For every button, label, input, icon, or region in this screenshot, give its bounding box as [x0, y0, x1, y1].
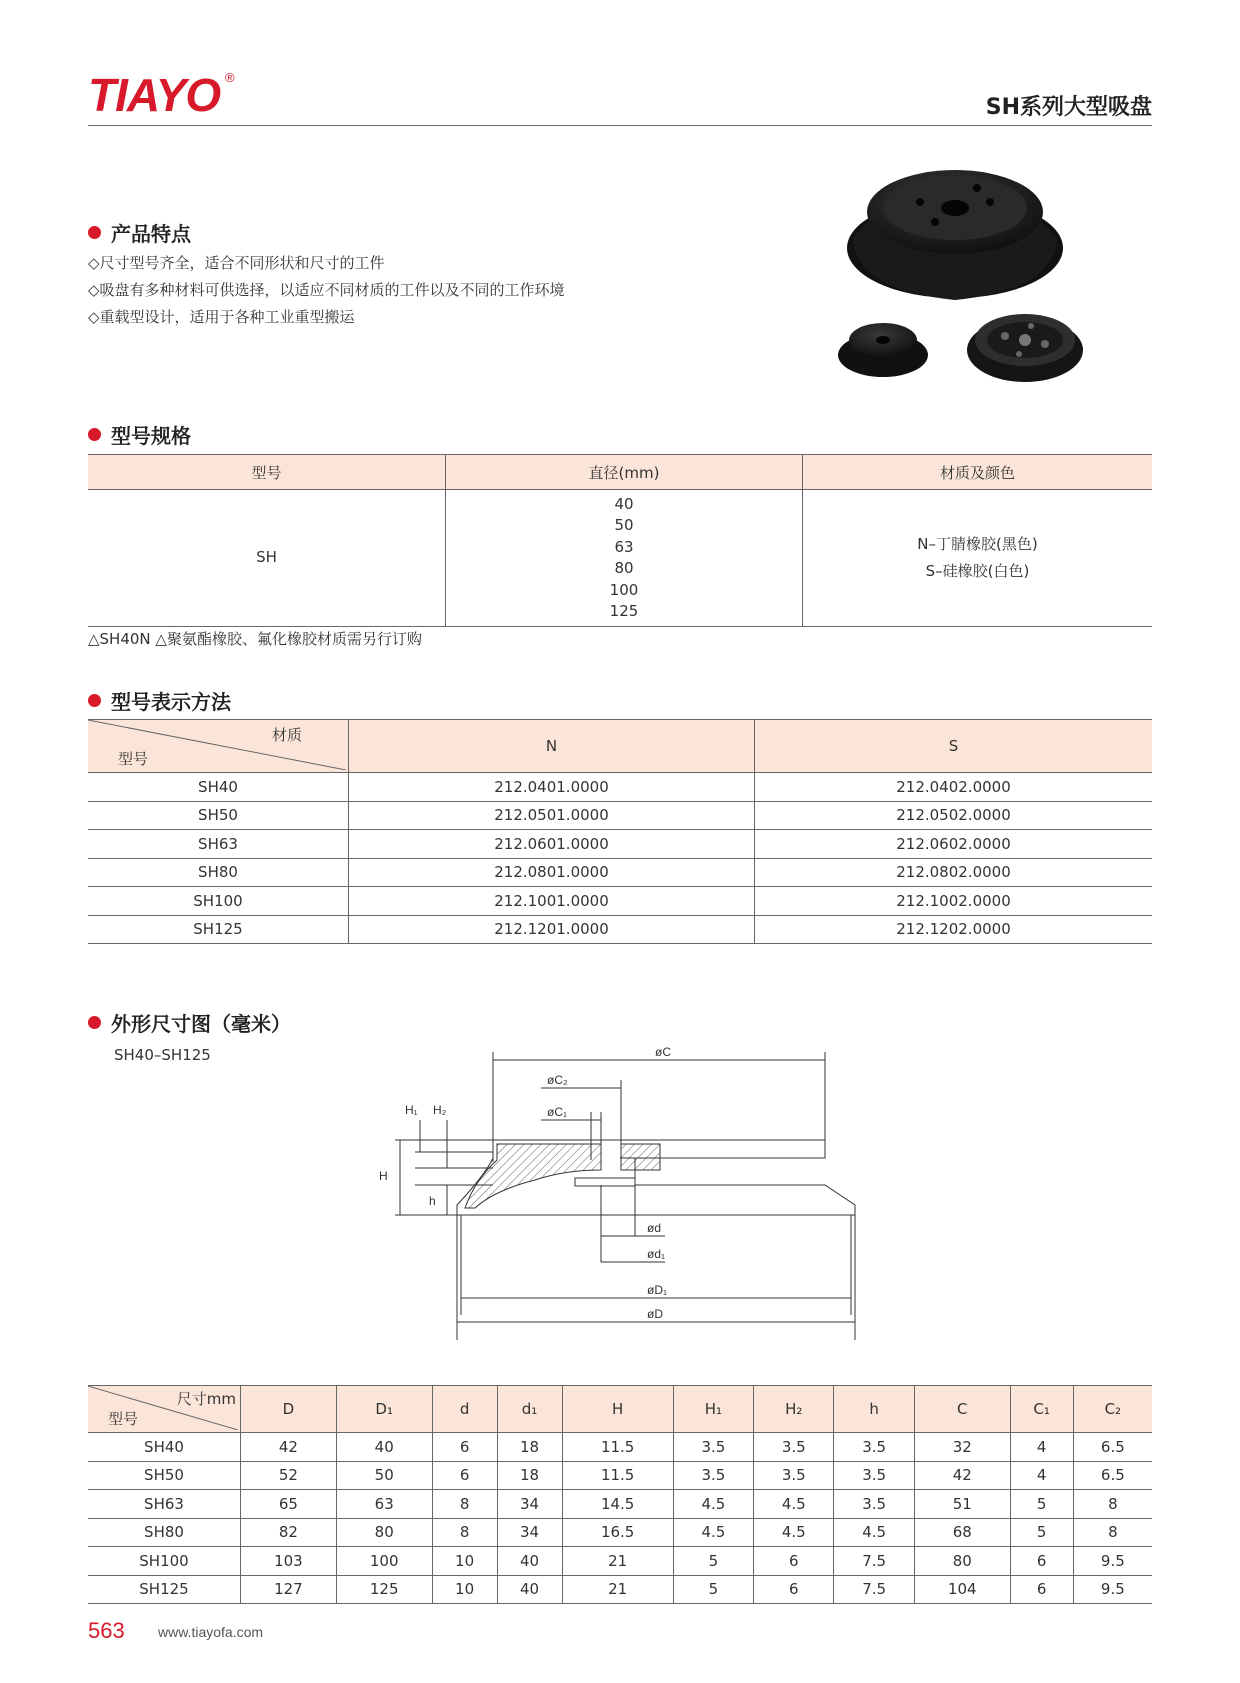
- code-cell: 212.0402.0000: [755, 773, 1153, 802]
- model-cell: SH63: [88, 830, 349, 859]
- dimension-cell: 3.5: [754, 1433, 834, 1462]
- spec-diameters: [446, 490, 803, 627]
- dimension-cell: 9.5: [1073, 1547, 1152, 1576]
- dimension-cell: 3.5: [673, 1461, 753, 1490]
- dimension-cell: 3.5: [834, 1490, 914, 1519]
- spec-title: 型号规格: [111, 424, 191, 448]
- dimension-cell: 9.5: [1073, 1575, 1152, 1604]
- code-cell: 212.0401.0000: [349, 773, 755, 802]
- dimension-cell: 14.5: [562, 1490, 673, 1519]
- spec-heading: [88, 420, 191, 449]
- label-c: øC: [655, 1045, 671, 1059]
- product-photo: [835, 150, 1095, 410]
- feature-item: ◇重载型设计，适用于各种工业重型搬运: [88, 308, 355, 326]
- model-cell: SH50: [88, 1461, 241, 1490]
- dimension-cell: 42: [241, 1433, 337, 1462]
- col-header: D: [241, 1386, 337, 1433]
- col-header: D₁: [336, 1386, 432, 1433]
- label-d: ød: [647, 1221, 662, 1235]
- label-d-outer: øD: [647, 1307, 663, 1321]
- model-cell: SH80: [88, 858, 349, 887]
- feature-item: ◇尺寸型号齐全，适合不同形状和尺寸的工件: [88, 254, 385, 272]
- dimension-cell: 5: [673, 1575, 753, 1604]
- features-heading: [88, 218, 191, 247]
- dimension-cell: 11.5: [562, 1433, 673, 1462]
- ordering-table: [88, 719, 1152, 944]
- spec-materials: [803, 490, 1153, 627]
- dimension-cell: 68: [914, 1518, 1010, 1547]
- dimension-cell: 10: [432, 1547, 497, 1576]
- table-row: [88, 1575, 1152, 1604]
- dimension-cell: 4.5: [834, 1518, 914, 1547]
- dimension-cell: 10: [432, 1575, 497, 1604]
- label-h2: H₂: [433, 1103, 447, 1117]
- model-cell: SH125: [88, 1575, 241, 1604]
- dimension-cell: 21: [562, 1547, 673, 1576]
- dimension-cell: 6: [432, 1461, 497, 1490]
- dimension-table-body: [88, 1433, 1152, 1604]
- col-header: d₁: [497, 1386, 562, 1433]
- table-row: [88, 1433, 1152, 1462]
- model-cell: SH100: [88, 887, 349, 916]
- registered-mark: ®: [225, 70, 235, 85]
- dimension-cell: 63: [336, 1490, 432, 1519]
- code-cell: 212.0601.0000: [349, 830, 755, 859]
- bullet-dot-icon: [88, 226, 101, 239]
- corner-bottom-label: 型号: [118, 750, 149, 768]
- dimensions-heading: [88, 1008, 291, 1037]
- code-cell: 212.0801.0000: [349, 858, 755, 887]
- ordering-corner-header: [88, 720, 349, 773]
- dimension-cell: 5: [1010, 1490, 1073, 1519]
- diameter-value: 63: [614, 537, 634, 556]
- label-h-small: h: [429, 1194, 436, 1208]
- dimension-cell: 40: [497, 1547, 562, 1576]
- dimension-cell: 82: [241, 1518, 337, 1547]
- dimension-cell: 6: [1010, 1575, 1073, 1604]
- dimension-cell: 3.5: [754, 1461, 834, 1490]
- label-h-total: H: [379, 1169, 388, 1183]
- dimension-cell: 3.5: [673, 1433, 753, 1462]
- dimension-cell: 18: [497, 1461, 562, 1490]
- table-row: [88, 830, 1152, 859]
- label-c2: øC₂: [547, 1073, 568, 1087]
- ordering-title: 型号表示方法: [111, 690, 231, 714]
- diameter-value: 50: [614, 516, 634, 534]
- dimension-cell: 5: [1010, 1518, 1073, 1547]
- page-title: SH系列大型吸盘: [985, 95, 1152, 120]
- dimension-cell: 7.5: [834, 1575, 914, 1604]
- dimensions-series: SH40–SH125: [114, 1046, 211, 1064]
- material-value: S–硅橡胶(白色): [925, 562, 1030, 580]
- ordering-heading: [88, 686, 231, 715]
- code-cell: 212.1201.0000: [349, 915, 755, 944]
- col-header: d: [432, 1386, 497, 1433]
- dimension-cell: 3.5: [834, 1461, 914, 1490]
- dimension-cell: 32: [914, 1433, 1010, 1462]
- code-cell: 212.0501.0000: [349, 801, 755, 830]
- dimension-cell: 52: [241, 1461, 337, 1490]
- col-header: H: [562, 1386, 673, 1433]
- dimension-cell: 127: [241, 1575, 337, 1604]
- corner-bottom-label: 型号: [108, 1410, 139, 1428]
- dimension-cell: 42: [914, 1461, 1010, 1490]
- code-cell: 212.1002.0000: [755, 887, 1153, 916]
- model-cell: SH50: [88, 801, 349, 830]
- dimension-cell: 103: [241, 1547, 337, 1576]
- diameter-value: 80: [614, 559, 634, 577]
- table-row: [88, 887, 1152, 916]
- model-cell: SH125: [88, 915, 349, 944]
- dimension-cell: 8: [432, 1490, 497, 1519]
- label-c1: øC₁: [547, 1105, 568, 1119]
- dimension-cell: 100: [336, 1547, 432, 1576]
- table-row: [88, 1490, 1152, 1519]
- dimension-cell: 6: [432, 1433, 497, 1462]
- dimension-table: [88, 1385, 1152, 1604]
- dimension-cell: 6: [754, 1547, 834, 1576]
- code-cell: 212.0802.0000: [755, 858, 1153, 887]
- dimension-cell: 8: [1073, 1490, 1152, 1519]
- dimension-cell: 4.5: [673, 1518, 753, 1547]
- dimension-cell: 6.5: [1073, 1433, 1152, 1462]
- spec-table: [88, 454, 1152, 627]
- dimension-cell: 50: [336, 1461, 432, 1490]
- dimension-cell: 51: [914, 1490, 1010, 1519]
- dimension-cell: 18: [497, 1433, 562, 1462]
- col-header: H₁: [673, 1386, 753, 1433]
- label-h1: H₁: [405, 1103, 418, 1117]
- model-cell: SH63: [88, 1490, 241, 1519]
- table-row: [88, 1547, 1152, 1576]
- dimension-cell: 80: [336, 1518, 432, 1547]
- dimension-cell: 6.5: [1073, 1461, 1152, 1490]
- feature-item: ◇吸盘有多种材料可供选择，以适应不同材质的工件以及不同的工作环境: [88, 281, 565, 299]
- dimension-cell: 34: [497, 1490, 562, 1519]
- model-cell: SH100: [88, 1547, 241, 1576]
- diameter-value: 40: [614, 494, 634, 513]
- col-header: C₁: [1010, 1386, 1073, 1433]
- dimension-cell: 4.5: [754, 1518, 834, 1547]
- col-header: C: [914, 1386, 1010, 1433]
- model-cell: SH40: [88, 1433, 241, 1462]
- dimension-cell: 7.5: [834, 1547, 914, 1576]
- dimensions-title: 外形尺寸图（毫米）: [111, 1012, 291, 1036]
- col-header: h: [834, 1386, 914, 1433]
- ordering-header-n: N: [349, 720, 755, 773]
- code-cell: 212.0502.0000: [755, 801, 1153, 830]
- table-row: [88, 1461, 1152, 1490]
- label-d1: ød₁: [647, 1247, 666, 1261]
- dimension-corner-header: [88, 1386, 241, 1433]
- corner-top-label: 材质: [271, 726, 302, 744]
- dimension-cell: 40: [497, 1575, 562, 1604]
- dimension-cell: 6: [754, 1575, 834, 1604]
- spec-model: SH: [88, 490, 446, 627]
- dimension-cell: 4.5: [673, 1490, 753, 1519]
- dimension-cell: 3.5: [834, 1433, 914, 1462]
- features-title: 产品特点: [111, 222, 191, 246]
- model-cell: SH80: [88, 1518, 241, 1547]
- col-header: C₂: [1073, 1386, 1152, 1433]
- model-cell: SH40: [88, 773, 349, 802]
- diameter-value: 100: [609, 580, 639, 599]
- bullet-dot-icon: [88, 694, 101, 707]
- dimension-cell: 4: [1010, 1433, 1073, 1462]
- dimension-cell: 21: [562, 1575, 673, 1604]
- spec-header-diameter: 直径(mm): [446, 455, 803, 490]
- dimension-cell: 8: [1073, 1518, 1152, 1547]
- diameter-value: 125: [609, 602, 639, 620]
- dimension-cell: 40: [336, 1433, 432, 1462]
- website-url: www.tiayofa.com: [158, 1624, 264, 1640]
- corner-top-label: 尺寸mm: [176, 1390, 236, 1408]
- dimension-cell: 4: [1010, 1461, 1073, 1490]
- bullet-dot-icon: [88, 1016, 101, 1029]
- bullet-dot-icon: [88, 428, 101, 441]
- table-row: [88, 801, 1152, 830]
- dimension-cell: 8: [432, 1518, 497, 1547]
- code-cell: 212.1202.0000: [755, 915, 1153, 944]
- dimension-drawing: [365, 1040, 885, 1340]
- table-row: [88, 1518, 1152, 1547]
- header-divider: [88, 125, 1152, 126]
- dimension-cell: 16.5: [562, 1518, 673, 1547]
- table-row: [88, 915, 1152, 944]
- dimension-cell: 6: [1010, 1547, 1073, 1576]
- col-header: H₂: [754, 1386, 834, 1433]
- code-cell: 212.0602.0000: [755, 830, 1153, 859]
- dimension-cell: 11.5: [562, 1461, 673, 1490]
- dimension-cell: 125: [336, 1575, 432, 1604]
- brand-logo: TIAYO: [88, 69, 221, 121]
- dimension-cell: 5: [673, 1547, 753, 1576]
- spec-header-material: 材质及颜色: [803, 455, 1153, 490]
- dimension-cell: 80: [914, 1547, 1010, 1576]
- material-value: N–丁腈橡胶(黑色): [917, 535, 1038, 553]
- spec-note: △SH40N △聚氨酯橡胶、氟化橡胶材质需另行订购: [88, 630, 422, 648]
- table-row: [88, 858, 1152, 887]
- dimension-cell: 34: [497, 1518, 562, 1547]
- dimension-cell: 4.5: [754, 1490, 834, 1519]
- code-cell: 212.1001.0000: [349, 887, 755, 916]
- label-d1-outer: øD₁: [647, 1283, 668, 1297]
- spec-header-model: 型号: [88, 455, 446, 490]
- ordering-header-s: S: [755, 720, 1153, 773]
- page-number: 563: [88, 1618, 125, 1643]
- dimension-cell: 104: [914, 1575, 1010, 1604]
- dimension-cell: 65: [241, 1490, 337, 1519]
- table-row: [88, 773, 1152, 802]
